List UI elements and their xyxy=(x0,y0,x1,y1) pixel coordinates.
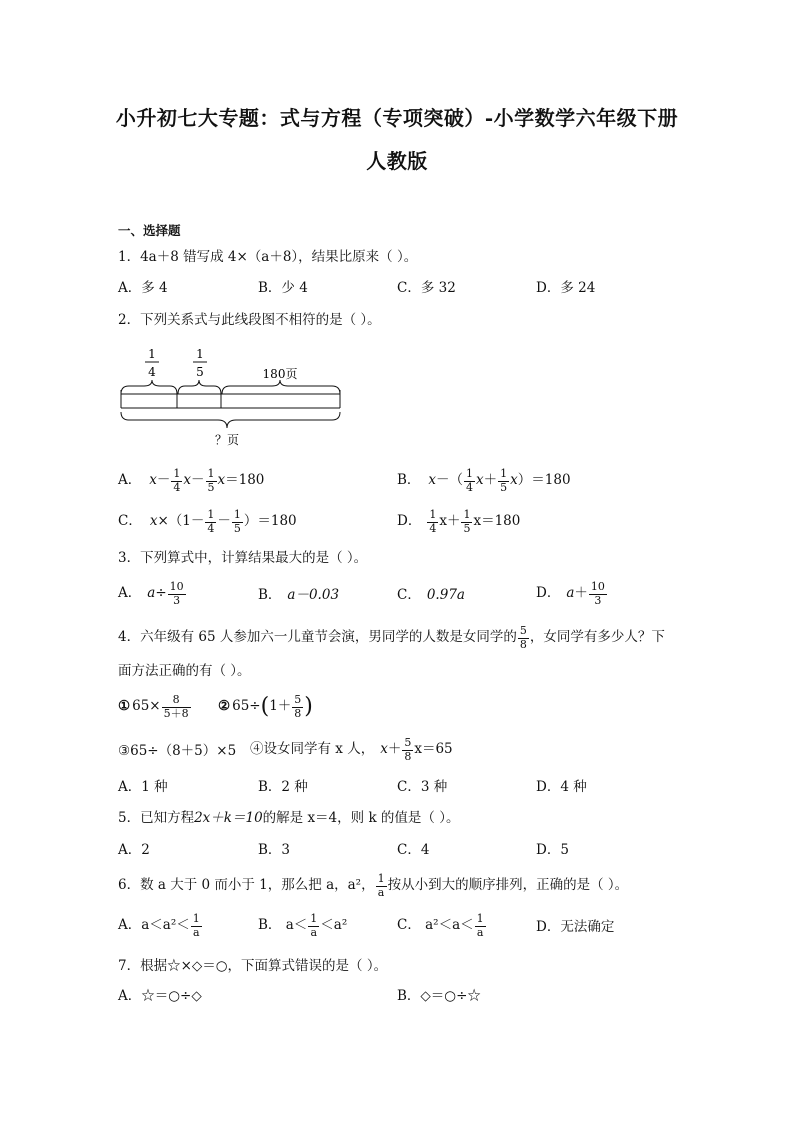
question-6-stem: 6．数 a 大于 0 而小于 1，那么把 a，a²， $\frac{1}{a}$ 按从小到大的顺序排列，正确的是（ ）。 xyxy=(118,872,629,899)
question-3-stem: 3．下列算式中，计算结果最大的是（ ）。 xyxy=(118,550,368,566)
q4-option-a[interactable]: A．1 种 xyxy=(118,779,168,795)
question-7-stem: 7．根据☆×◇＝○，下面算式错误的是（ ）。 xyxy=(118,958,388,974)
q6-option-a[interactable]: A．a＜a²＜ $\frac{1}{a}$ xyxy=(118,912,200,939)
top-brace-2 xyxy=(178,380,221,394)
title-line-1: 小升初七大专题：式与方程（专项突破）-小学数学六年级下册 xyxy=(115,106,679,130)
question-4-stem-line-2: 面方法正确的有（ ）。 xyxy=(118,663,251,679)
q4-method-4: ④设女同学有 x 人， x ＋ $\frac{5}{8}$ x＝65 xyxy=(250,736,453,763)
q5-option-c[interactable]: C．4 xyxy=(397,842,430,858)
q1-option-c[interactable]: C．多 32 xyxy=(397,280,456,296)
q5-option-d[interactable]: D．5 xyxy=(536,842,569,858)
line-segment-diagram xyxy=(114,344,354,454)
q2-option-d[interactable]: D． $\frac{1}{4}$ x＋ $\frac{1}{5}$ x＝180 xyxy=(397,508,521,535)
q5-option-a[interactable]: A．2 xyxy=(118,842,150,858)
diagram-fraction-1-denominator: 4 xyxy=(148,365,156,379)
q6-option-c[interactable]: C． a²＜a＜ $\frac{1}{a}$ xyxy=(397,912,484,939)
diagram-fraction-2-numerator: 1 xyxy=(196,347,204,361)
q6-option-b[interactable]: B． a＜ $\frac{1}{a}$ ＜a² xyxy=(258,912,348,939)
diagram-fraction-1-numerator: 1 xyxy=(148,347,156,361)
q1-option-d[interactable]: D．多 24 xyxy=(536,280,596,296)
top-brace-1 xyxy=(121,380,177,394)
q4-method-2: ② 65÷ ( 1＋ $\frac{5}{8}$ ) xyxy=(218,693,313,720)
q4-method-3: ③65÷（8＋5）×5 xyxy=(118,743,237,759)
q2-option-b[interactable]: B． x －（ $\frac{1}{4}$ x ＋ $\frac{1}{5}$ x ）＝180 xyxy=(397,467,571,494)
q1-option-a[interactable]: A．多 4 xyxy=(118,280,168,296)
question-1-stem: 1．4a＋8 错写成 4×（a＋8），结果比原来（ ）。 xyxy=(118,249,418,265)
question-2-stem: 2．下列关系式与此线段图不相符的是（ ）。 xyxy=(118,312,381,328)
q4-option-b[interactable]: B．2 种 xyxy=(258,779,308,795)
diagram-180-label: 180页 xyxy=(262,367,298,381)
q5-option-b[interactable]: B．3 xyxy=(258,842,291,858)
bottom-brace xyxy=(121,412,340,428)
q6-option-d[interactable]: D．无法确定 xyxy=(536,919,615,935)
q2-option-c[interactable]: C． x ×（1－ $\frac{1}{4}$ － $\frac{1}{5}$ ）＝180 xyxy=(118,508,297,535)
q4-option-d[interactable]: D．4 种 xyxy=(536,779,587,795)
diagram-fraction-2-denominator: 5 xyxy=(196,365,204,379)
q1-option-b[interactable]: B．少 4 xyxy=(258,280,308,296)
q4-option-c[interactable]: C．3 种 xyxy=(397,779,448,795)
title-line-2: 人教版 xyxy=(366,149,428,173)
diagram-total-label: ？页 xyxy=(214,433,240,447)
question-5-stem: 5．已知方程2x＋k＝10的解是 x＝4，则 k 的值是（ ）。 xyxy=(118,810,460,826)
q4-method-1: ① 65× $\frac{8}{5+8}$ xyxy=(118,693,189,720)
question-4-stem-line-1: 4．六年级有 65 人参加六一儿童节会演，男同学的人数是女同学的 $\frac{5}{8}$ ，女同学有多少人？下 xyxy=(118,624,665,651)
q2-option-a[interactable]: A． x － $\frac{1}{4}$ x － $\frac{1}{5}$ x ＝180 xyxy=(118,467,265,494)
q7-option-b[interactable]: B．◇＝○÷☆ xyxy=(397,988,481,1004)
section-heading: 一、选择题 xyxy=(118,223,181,238)
q7-option-a[interactable]: A．☆＝○÷◇ xyxy=(118,988,202,1004)
q3-option-b[interactable]: B． a－0.03 xyxy=(258,587,340,603)
top-brace-3 xyxy=(222,380,340,394)
q3-option-d[interactable]: D． a ＋ $\frac{10}{3}$ xyxy=(536,580,605,607)
q3-option-c[interactable]: C． 0.97a xyxy=(397,587,465,603)
q3-option-a[interactable]: A． a ÷ $\frac{10}{3}$ xyxy=(118,580,184,607)
